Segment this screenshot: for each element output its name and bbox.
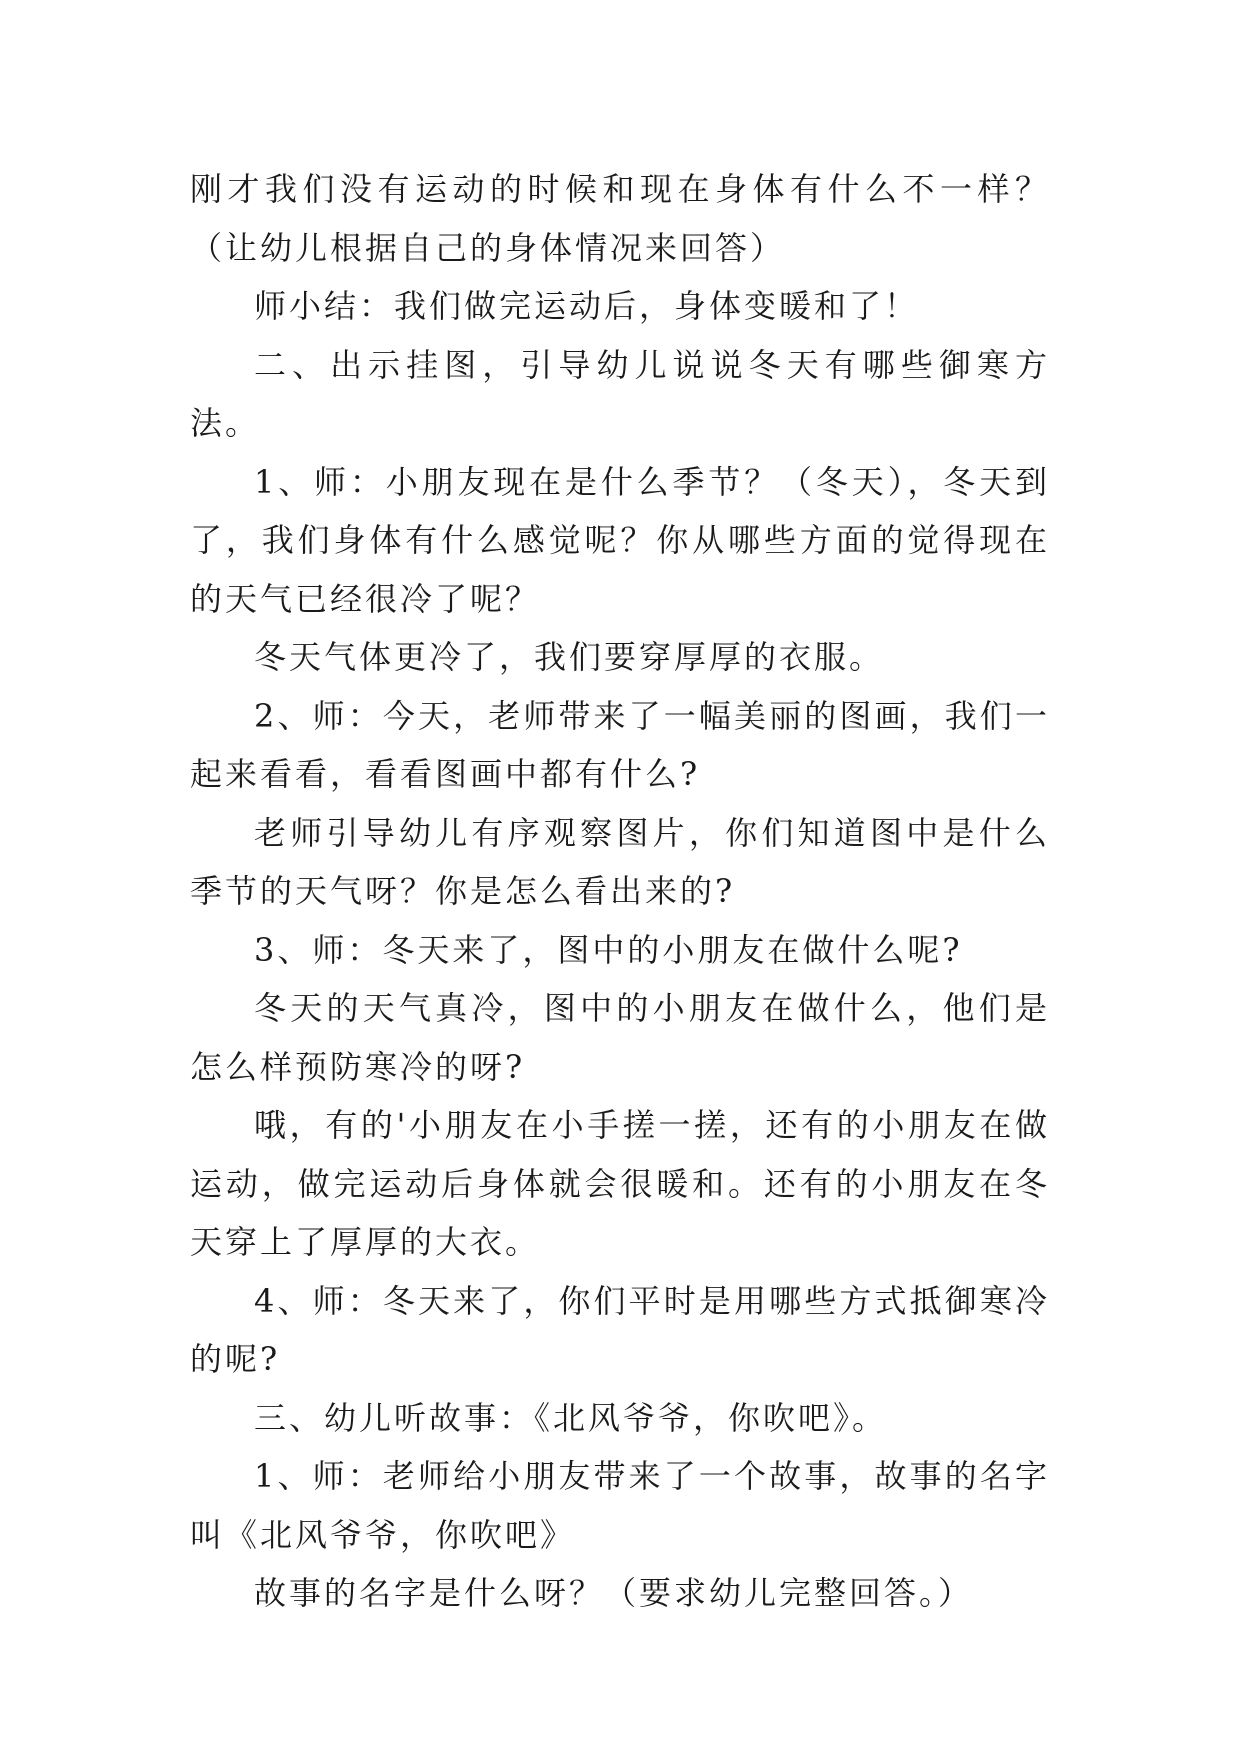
section-heading-3: 三、幼儿听故事：《北风爷爷，你吹吧》。 [254, 1398, 888, 1437]
paragraph-10: 哦，有的'小朋友在小手搓一搓，还有的小朋友在做运动，做完运动后身体就会很暖和。还有的小朋友在冬天穿上了厚厚的大衣。 [190, 1106, 1050, 1261]
paragraph-7: 老师引导幼儿有序观察图片，你们知道图中是什么季节的天气呀？你是怎么看出来的? [190, 813, 1050, 910]
paragraph-8: 3、师：冬天来了，图中的小朋友在做什么呢? [254, 930, 963, 969]
paragraph-2: 师小结：我们做完运动后，身体变暖和了！ [254, 287, 920, 325]
paragraph-11: 4、师：冬天来了，你们平时是用哪些方式抵御寒冷的呢? [190, 1281, 1050, 1378]
paragraph-13: 1、师：老师给小朋友带来了一个故事，故事的名字叫《北风爷爷，你吹吧》 [190, 1457, 1050, 1554]
document-body [190, 160, 1050, 1623]
section-heading-2: 二、出示挂图，引导幼儿说说冬天有哪些御寒方法。 [190, 345, 1050, 442]
paragraph-5: 冬天气体更冷了，我们要穿厚厚的衣服。 [254, 638, 885, 676]
paragraph-14: 故事的名字是什么呀？（要求幼儿完整回答。） [254, 1574, 974, 1612]
paragraph-6: 2、师：今天，老师带来了一幅美丽的图画，我们一起来看看，看看图画中都有什么? [190, 696, 1050, 793]
paragraph-1: 刚才我们没有运动的时候和现在身体有什么不一样？（让幼儿根据自己的身体情况来回答） [190, 170, 1050, 267]
paragraph-4: 1、师：小朋友现在是什么季节？（冬天），冬天到了，我们身体有什么感觉呢？你从哪些方面的觉得现在的天气已经很冷了呢？ [190, 462, 1050, 618]
paragraph-9: 冬天的天气真冷，图中的小朋友在做什么，他们是怎么样预防寒冷的呀? [190, 989, 1050, 1086]
